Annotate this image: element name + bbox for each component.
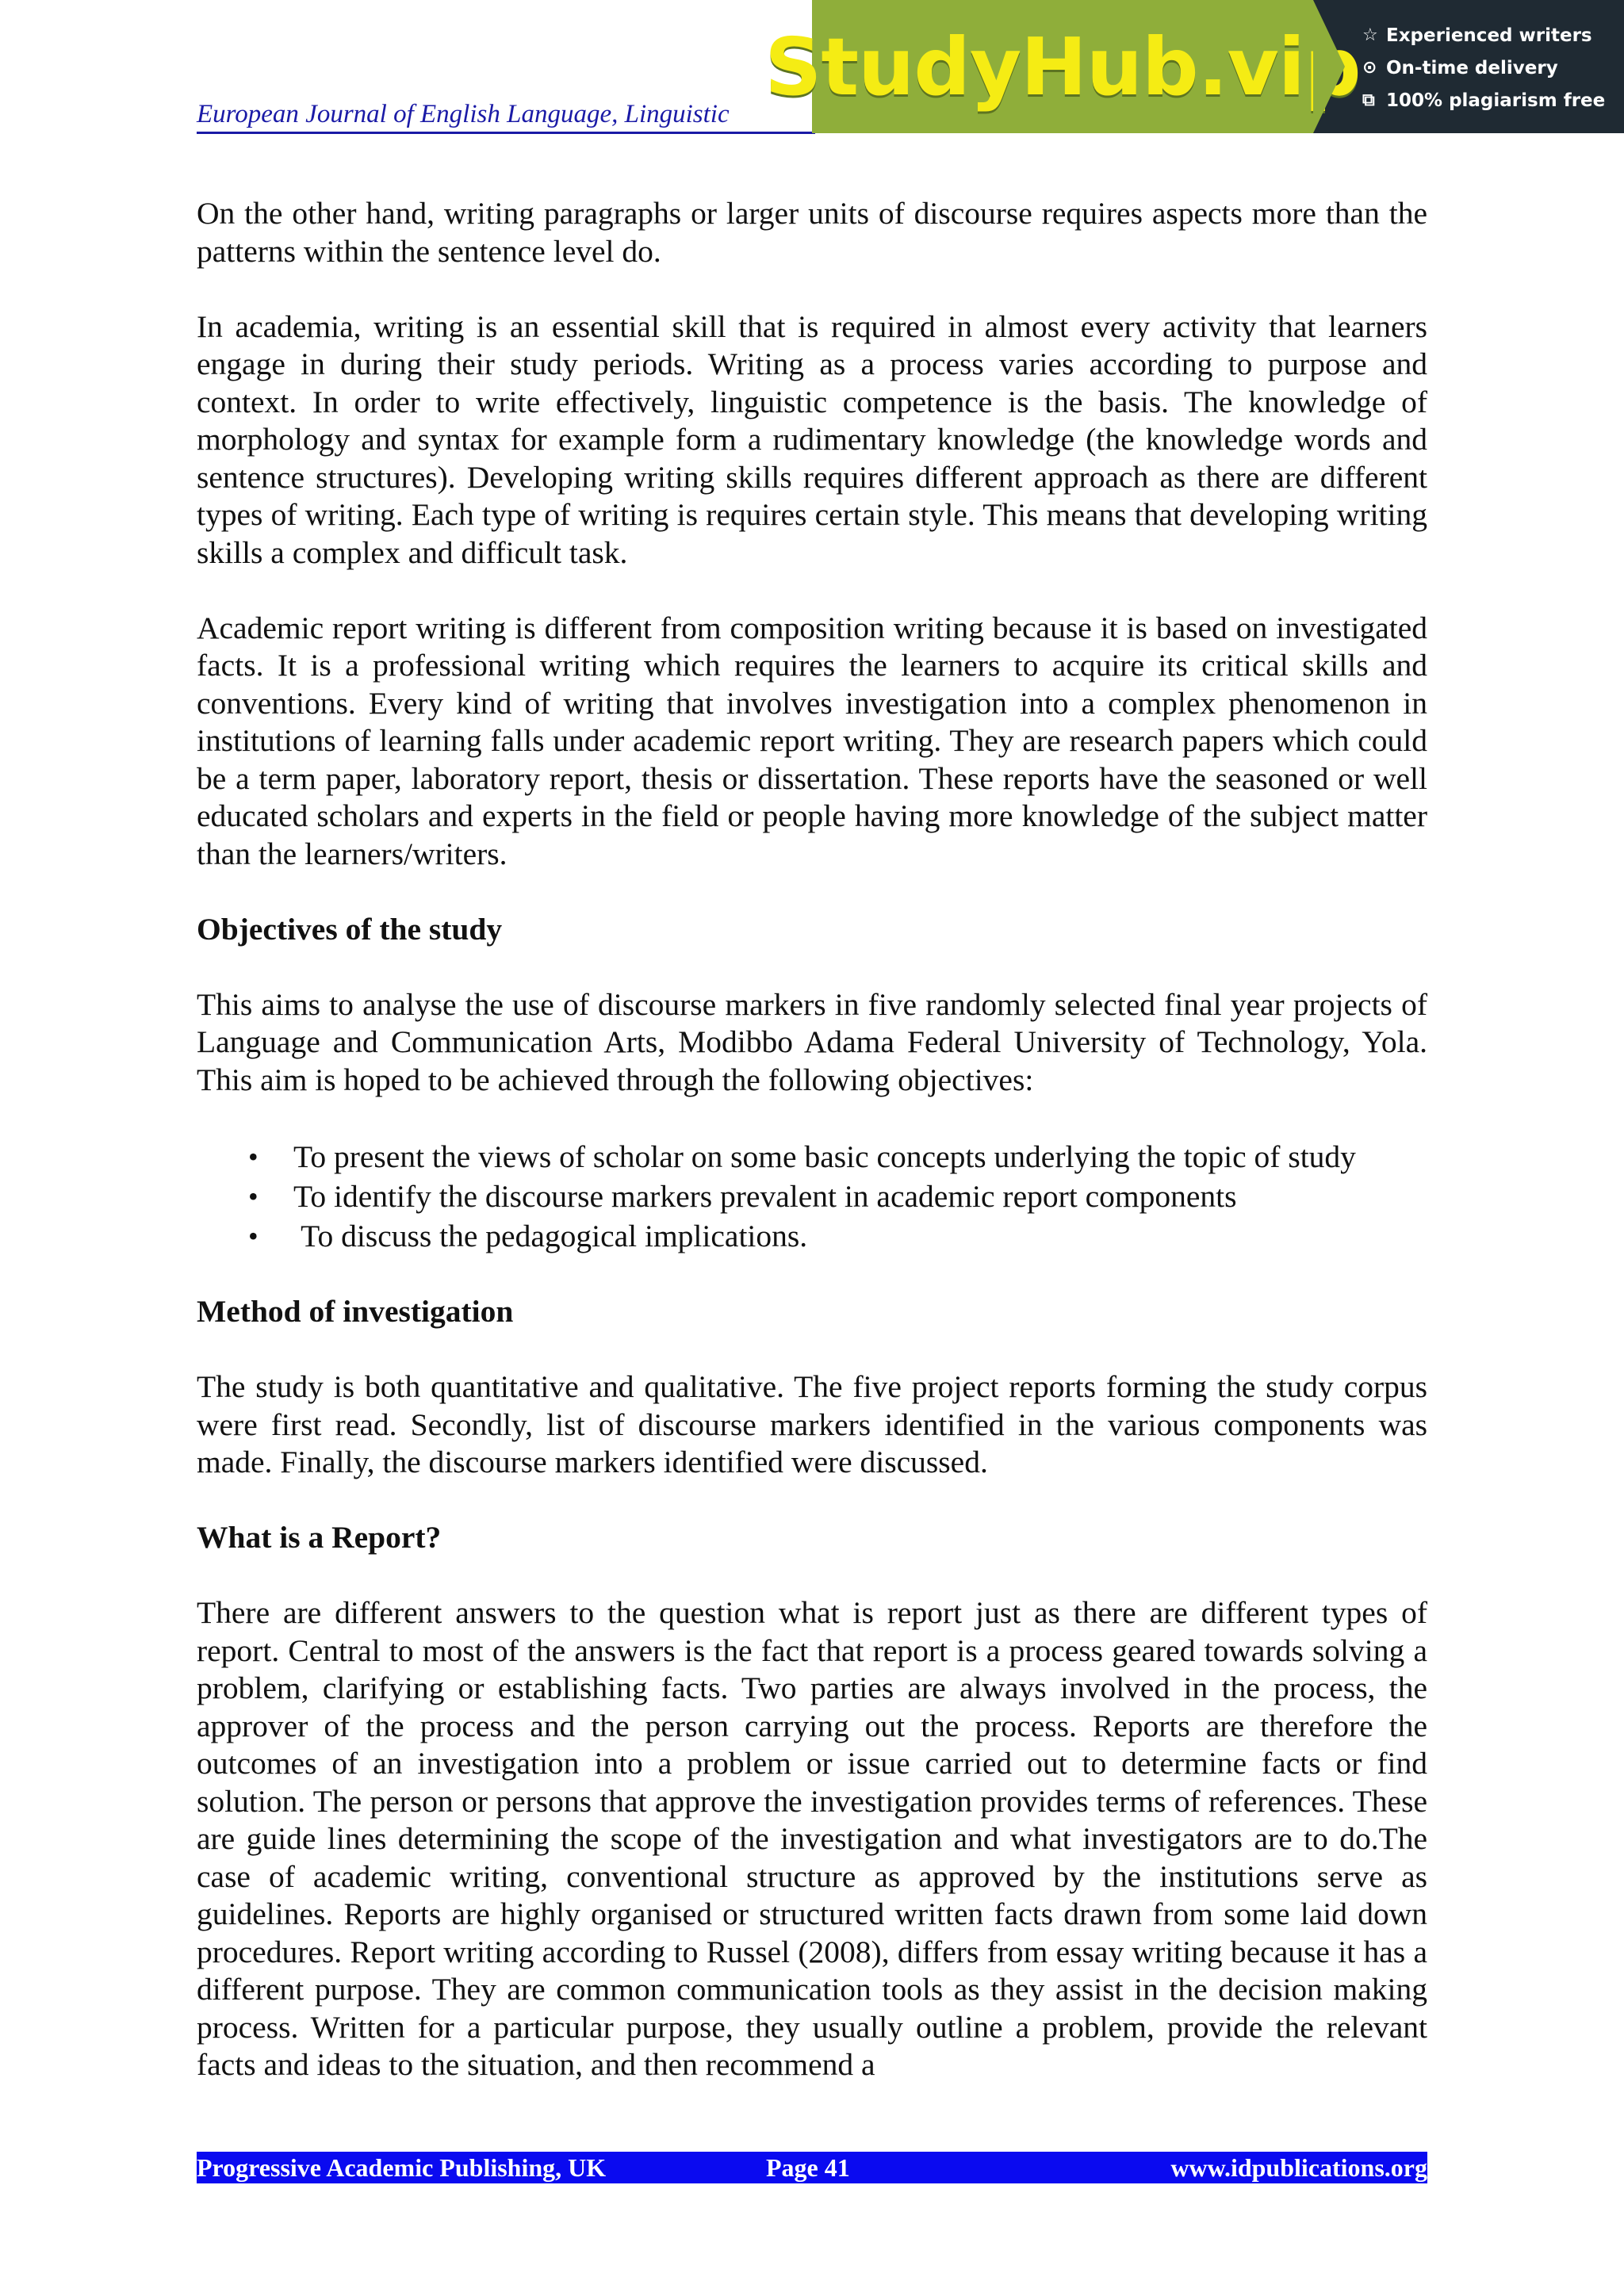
- feature-plagiarism-free: [1362, 84, 1624, 117]
- feature-text: Experienced writers: [1386, 25, 1592, 46]
- page-content: [197, 195, 1427, 2122]
- copy-icon: ⧉: [1362, 90, 1375, 110]
- section-heading-method: Method of investigation: [197, 1294, 514, 1329]
- footer-website-link[interactable]: www.idpublications.org: [1170, 2152, 1427, 2182]
- feature-experienced-writers: [1362, 19, 1624, 52]
- clock-icon: ⊙: [1362, 58, 1377, 78]
- feature-text: On-time delivery: [1386, 57, 1558, 78]
- list-item: • To present the views of scholar on some basic concepts underlying the topic of study: [197, 1137, 1427, 1177]
- journal-header: [197, 94, 815, 134]
- paragraph: Academic report writing is different from composition writing because it is based on investigated facts. It is a professional writing which requires the learners to acquire its critical skills and conventions. Every kind of writing that involves investigation into a complex phenomenon in institutions of learning falls under academic report writing. They are research papers which could be a term paper, laboratory report, thesis or dissertation. These reports have the seasoned or well educated scholars and experts in the field or people having more knowledge of the subject matter than the learners/writers.: [197, 610, 1427, 871]
- paragraph: There are different answers to the question what is report just as there are different types of report. Central to most of the answers is the fact that report is a process geared towards solving a problem, clarifying or establishing facts. Two parties are always involved in the process, the approver of the process and the person carrying out the process. Reports are therefore the outcomes of an investigation into a problem or issue carried out to determine facts or find solution. The person or persons that approve the investigation provides terms of references. These are guide lines determining the scope of the investigation and what investigators are to do.The case of academic writing, conventional structure as approved by the institutions serve as guidelines. Reports are highly organised or structured written facts drawn from some laid down procedures. Report writing according to Russel (2008), differs from essay writing because it has a different purpose. They are common communication tools as they assist in the decision making process. Written for a particular purpose, they usually outline a problem, provide the relevant facts and ideas to the situation, and then recommend a: [197, 1595, 1427, 2082]
- section-heading-report: What is a Report?: [197, 1520, 442, 1555]
- page-footer: [197, 2152, 1427, 2183]
- paragraph: On the other hand, writing paragraphs or larger units of discourse requires aspects more than the patterns within the sentence level do.: [197, 196, 1427, 269]
- list-item: • To discuss the pedagogical implications.: [197, 1216, 1427, 1256]
- paragraph: The study is both quantitative and qualitative. The five project reports forming the study corpus were first read. Secondly, list of discourse markers identified in the various components was made. Finally, the discourse markers identified were discussed.: [197, 1369, 1427, 1479]
- feature-text: 100% plagiarism free: [1386, 90, 1606, 111]
- studyhub-banner[interactable]: [764, 0, 1624, 133]
- paragraph: In academia, writing is an essential skill that is required in almost every activity that learners engage in during their study periods. Writing as a process varies according to purpose and context. In order to write effectively, linguistic competence is the basis. The knowledge of morphology and syntax for example form a rudimentary knowledge (the knowledge words and sentence structures). Developing writing skills requires different approach as there are different types of writing. Each type of writing is requires certain style. This means that developing writing skills a complex and difficult task.: [197, 308, 1427, 570]
- section-heading-objectives: Objectives of the study: [197, 911, 503, 947]
- footer-publisher: Progressive Academic Publishing, UK: [197, 2152, 607, 2182]
- star-icon: ☆: [1362, 25, 1378, 45]
- banner-arrow-shape: [1313, 0, 1345, 133]
- list-item: • To identify the discourse markers prevalent in academic report components: [197, 1177, 1427, 1216]
- studyhub-logo[interactable]: [764, 0, 1361, 133]
- feature-on-time-delivery: [1362, 52, 1624, 84]
- paragraph: This aims to analyse the use of discourse markers in five randomly selected final year projects of Language and Communication Arts, Modibbo Adama Federal University of Technology, Yola. This aim is hoped to be achieved through the following objectives:: [197, 986, 1427, 1097]
- footer-page-number: Page 41: [766, 2152, 850, 2182]
- objectives-list: [197, 1137, 1427, 1256]
- journal-title: European Journal of English Language, Linguistic: [197, 100, 730, 128]
- studyhub-logo-text: StudyHub.vip: [764, 20, 1361, 113]
